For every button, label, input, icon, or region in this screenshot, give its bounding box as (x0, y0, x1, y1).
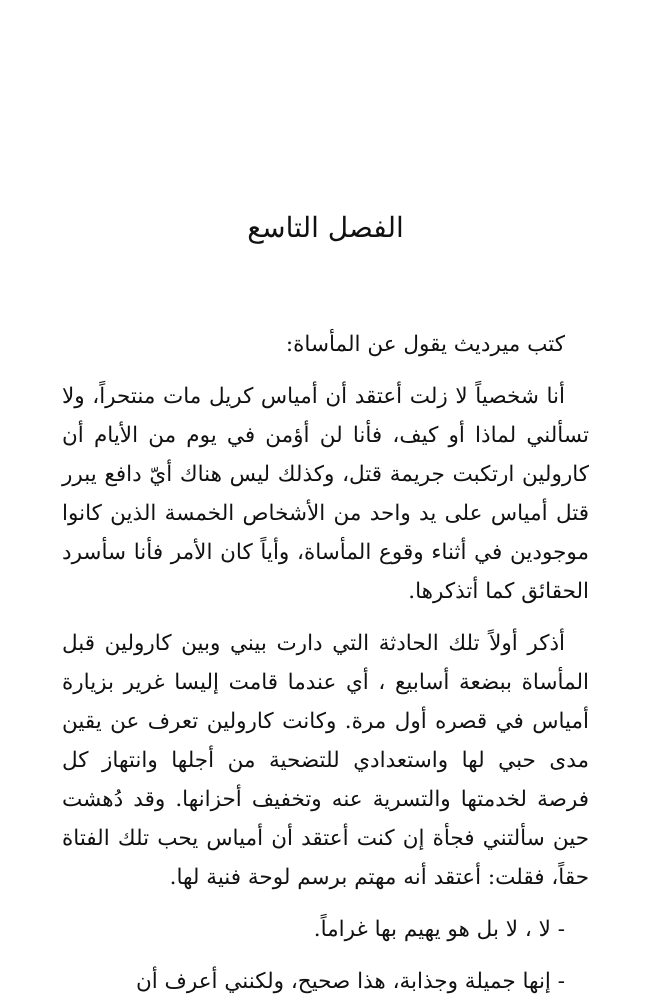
dialogue-line-1: - لا ، لا بل هو يهيم بها غراماً. (313, 917, 565, 942)
intro-paragraph: كتب ميرديث يقول عن المأساة: (285, 332, 565, 357)
chapter-title: الفصل التاسع (247, 211, 404, 244)
paragraph-1: أنا شخصياً لا زلت أعتقد أن أمياس كريل مات منتحراً، ولا تسألني لماذا أو كيف، فأنا لن أؤمن في يوم من الأيام أن كارولين ارتكبت جريمة قتل، وكذلك ليس هناك أيّ دافع يبرر قتل أمياس على يد واحد من الأشخاص الخمسة الذين كانوا موجودين في أثناء وقوع المأساة، وأياً كان الأمر فأنا سأسرد الحقائق كما أتذكرها. (62, 384, 589, 604)
paragraph-2: أذكر أولاً تلك الحادثة التي دارت بيني وبين كارولين قبل المأساة ببضعة أسابيع ، أي عندما قامت إليسا غرير بزيارة أمياس في قصره أول مرة. وكانت كارولين تعرف عن يقين مدى حبي لها واستعدادي للتضحية من أجلها وانتهاز كل فرصة لخدمتها والتسرية عنه وتخفيف أحزانها. وقد دُهشت حين سألتني فجأة إن كنت أعتقد أن أمياس يحب تلك الفتاة حقاً، فقلت: أعتقد أنه مهتم برسم لوحة فنية لها. (62, 631, 589, 890)
chapter-body (62, 325, 589, 1001)
dialogue-line-2: - إنها جميلة وجذابة، هذا صحيح، ولكنني أعرف أن (135, 969, 565, 994)
